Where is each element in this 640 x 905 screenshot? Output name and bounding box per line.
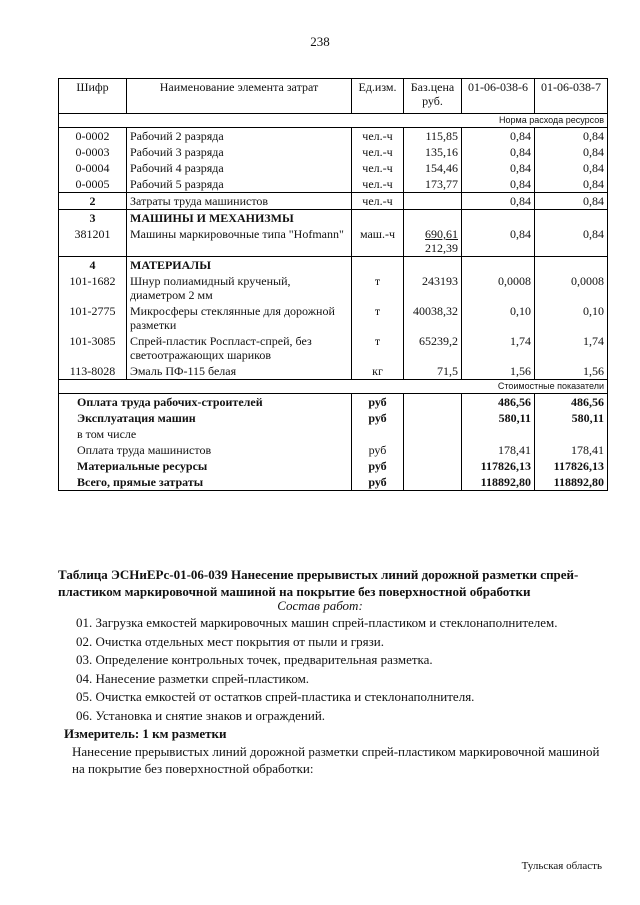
row-code: 101-3085 — [59, 333, 127, 363]
row-name: Рабочий 3 разряда — [127, 144, 352, 160]
total-v2: 486,56 — [535, 394, 608, 411]
row-v1: 0,84 — [462, 128, 535, 145]
row-price: 173,77 — [404, 176, 462, 193]
total-v2: 117826,13 — [535, 458, 608, 474]
description: Нанесение прерывистых линий дорожной разметки спрей-пластиком маркировочной машиной на покрытие без поверхностной обработки: — [72, 744, 600, 776]
total-label: Эксплуатация машин — [59, 410, 352, 426]
row-price: 243193 — [404, 273, 462, 303]
row-unit: т — [352, 333, 404, 363]
total-row — [59, 410, 608, 426]
total-v1: 580,11 — [462, 410, 535, 426]
row-code: 0-0002 — [59, 128, 127, 145]
row-v1: 0,84 — [462, 160, 535, 176]
composition-label: Состав работ: — [277, 598, 363, 613]
row-name: Затраты труда машинистов — [127, 193, 352, 210]
total-unit: руб — [352, 410, 404, 426]
row-code: 2 — [59, 193, 127, 210]
page-number: 238 — [310, 34, 330, 49]
row-v2: 0,84 — [535, 193, 608, 210]
row-unit: чел.-ч — [352, 176, 404, 193]
row-v1: 0,84 — [462, 226, 535, 257]
row-price: 135,16 — [404, 144, 462, 160]
works-list — [76, 614, 636, 725]
list-item: 03. Определение контрольных точек, предварительная разметка. — [76, 652, 433, 667]
row-unit: маш.-ч — [352, 226, 404, 257]
row-unit: чел.-ч — [352, 193, 404, 210]
cost-caption: Стоимостные показатели — [59, 380, 608, 394]
total-unit: руб — [352, 474, 404, 491]
list-item: 01. Загрузка емкостей маркировочных машин спрей-пластиком и стеклонаполнителем. — [76, 615, 558, 630]
machine-price-numerator: 690,61 — [425, 227, 458, 241]
total-unit: руб — [352, 394, 404, 411]
row-unit: т — [352, 303, 404, 333]
header-unit: Ед.изм. — [352, 79, 404, 114]
resource-table — [58, 78, 608, 491]
materials-section-row — [59, 257, 608, 274]
total-v1: 178,41 — [462, 442, 535, 458]
row-name: Шнур полиамидный крученый, диаметром 2 мм — [127, 273, 352, 303]
machines-section-row — [59, 210, 608, 227]
row-v1: 0,84 — [462, 176, 535, 193]
total-unit: руб — [352, 442, 404, 458]
row-v2: 0,84 — [535, 226, 608, 257]
table-row — [59, 303, 608, 333]
total-v1: 118892,80 — [462, 474, 535, 491]
row-code: 0-0005 — [59, 176, 127, 193]
list-item: 02. Очистка отдельных мест покрытия от пыли и грязи. — [76, 633, 384, 649]
row-v1: 1,56 — [462, 363, 535, 380]
row-v1: 0,0008 — [462, 273, 535, 303]
row-price: 115,85 — [404, 128, 462, 145]
row-unit: кг — [352, 363, 404, 380]
table-row — [59, 144, 608, 160]
norm-caption-row — [59, 114, 608, 128]
row-v2: 0,0008 — [535, 273, 608, 303]
total-row — [59, 426, 608, 442]
row-name: Машины маркировочные типа "Hofmann" — [127, 226, 352, 257]
machine-row — [59, 226, 608, 257]
row-price: 154,46 — [404, 160, 462, 176]
table-row — [59, 128, 608, 145]
total-row — [59, 458, 608, 474]
section-title: МАТЕРИАЛЫ — [127, 257, 352, 274]
norm-caption: Норма расхода ресурсов — [59, 114, 608, 128]
row-name: Рабочий 5 разряда — [127, 176, 352, 193]
header-name: Наименование элемента затрат — [127, 79, 352, 114]
total-label: Материальные ресурсы — [59, 458, 352, 474]
total-v2: 118892,80 — [535, 474, 608, 491]
row-code: 113-8028 — [59, 363, 127, 380]
row-unit: чел.-ч — [352, 160, 404, 176]
table-row — [59, 333, 608, 363]
cost-caption-row — [59, 380, 608, 394]
table-row — [59, 160, 608, 176]
row-name: Микросферы стеклянные для дорожной разметки — [127, 303, 352, 333]
machine-price-denominator: 212,39 — [425, 241, 458, 255]
measure-unit: Измеритель: 1 км разметки — [64, 726, 227, 741]
row-price: 71,5 — [404, 363, 462, 380]
section-code: 4 — [59, 257, 127, 274]
row-unit: чел.-ч — [352, 144, 404, 160]
table-row — [59, 273, 608, 303]
section-title: МАШИНЫ И МЕХАНИЗМЫ — [127, 210, 352, 227]
total-label: в том числе — [59, 426, 352, 442]
row-v1: 0,84 — [462, 193, 535, 210]
list-item: 06. Установка и снятие знаков и ограждений. — [76, 707, 326, 723]
row-v2: 0,10 — [535, 303, 608, 333]
header-col2: 01-06-038-7 — [535, 79, 608, 114]
row-code: 381201 — [59, 226, 127, 257]
total-unit: руб — [352, 458, 404, 474]
row-v2: 0,84 — [535, 176, 608, 193]
row-v1: 0,10 — [462, 303, 535, 333]
row-code: 0-0004 — [59, 160, 127, 176]
row-v2: 0,84 — [535, 144, 608, 160]
row-price — [404, 226, 462, 257]
header-code: Шифр — [59, 79, 127, 114]
row-unit: чел.-ч — [352, 128, 404, 145]
row-v1: 0,84 — [462, 144, 535, 160]
total-label: Всего, прямые затраты — [59, 474, 352, 491]
table-header-row — [59, 79, 608, 114]
row-v2: 0,84 — [535, 128, 608, 145]
total-row — [59, 394, 608, 411]
row-v2: 1,74 — [535, 333, 608, 363]
row-unit: т — [352, 273, 404, 303]
row-price — [404, 193, 462, 210]
row-price: 40038,32 — [404, 303, 462, 333]
header-base-price: Баз.цена руб. — [404, 79, 462, 114]
total-label: Оплата труда машинистов — [59, 442, 352, 458]
row-code: 0-0003 — [59, 144, 127, 160]
table-row — [59, 176, 608, 193]
section-code: 3 — [59, 210, 127, 227]
row-name: Эмаль ПФ-115 белая — [127, 363, 352, 380]
section-title: Таблица ЭСНиЕРс-01-06-039 Нанесение прерывистых линий дорожной разметки спрей-пластиком маркировочной машиной на покрытие без поверхностной обработки — [58, 567, 579, 599]
row-price: 65239,2 — [404, 333, 462, 363]
list-item: 05. Очистка емкостей от остатков спрей-пластика и стеклонаполнителя. — [76, 689, 475, 704]
total-v1: 486,56 — [462, 394, 535, 411]
total-v2: 580,11 — [535, 410, 608, 426]
row-name: Спрей-пластик Роспласт-спрей, без светоотражающих шариков — [127, 333, 352, 363]
row-name: Рабочий 4 разряда — [127, 160, 352, 176]
row-name: Рабочий 2 разряда — [127, 128, 352, 145]
total-v1: 117826,13 — [462, 458, 535, 474]
header-col1: 01-06-038-6 — [462, 79, 535, 114]
region-footer: Тульская область — [521, 860, 602, 872]
total-row — [59, 442, 608, 458]
row-v2: 1,56 — [535, 363, 608, 380]
total-row — [59, 474, 608, 491]
table-row — [59, 363, 608, 380]
row-v2: 0,84 — [535, 160, 608, 176]
row-code: 101-2775 — [59, 303, 127, 333]
list-item: 04. Нанесение разметки спрей-пластиком. — [76, 670, 310, 686]
row-v1: 1,74 — [462, 333, 535, 363]
row-code: 101-1682 — [59, 273, 127, 303]
total-v2: 178,41 — [535, 442, 608, 458]
total-label: Оплата труда рабочих-строителей — [59, 394, 352, 411]
machinist-row — [59, 193, 608, 210]
